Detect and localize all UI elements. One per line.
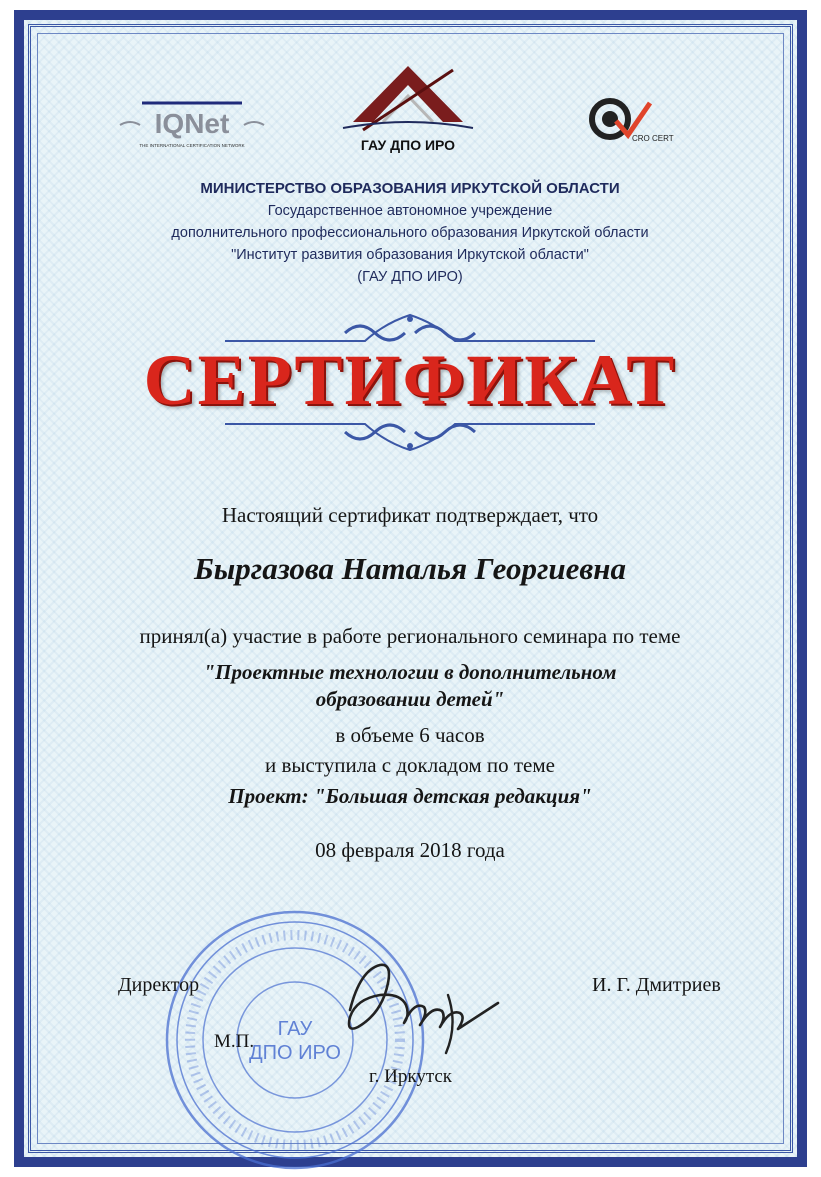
iqnet-logo-subtitle: THE INTERNATIONAL CERTIFICATION NETWORK (139, 143, 245, 148)
recipient-name: Быргазова Наталья Георгиевна (194, 551, 626, 586)
city: г. Иркутск (369, 1066, 453, 1087)
institution-name: "Институт развития образования Иркутской области" (231, 247, 589, 263)
report-topic: Проект: "Большая детская редакция" (228, 784, 592, 808)
seminar-topic-line-1: "Проектные технологии в дополнительном (203, 660, 617, 684)
participation-statement: принял(а) участие в работе регионального семинара по теме (139, 624, 681, 648)
certificate-title: СЕРТИФИКАТ (143, 340, 677, 420)
iro-logo (333, 60, 483, 160)
seminar-topic-line-2: образовании детей" (315, 687, 505, 711)
stamp-center-line-1: ГАУ (277, 1018, 313, 1040)
institution-abbreviation: (ГАУ ДПО ИРО) (357, 269, 463, 285)
cro-cert-logo (588, 93, 698, 153)
institution-field: дополнительного профессионального образования Иркутской области (171, 225, 649, 241)
director-name: И. Г. Дмитриев (592, 974, 721, 996)
confirmation-statement: Настоящий сертификат подтверждает, что (221, 503, 599, 527)
issuer-block (60, 178, 760, 288)
cro-cert-logo-text: CRO CERT (632, 134, 674, 143)
institution-type: Государственное автономное учреждение (267, 203, 553, 219)
director-label: Директор (118, 974, 200, 996)
stamp-place-label: М.П. (214, 1031, 255, 1052)
ornament-top (225, 305, 595, 345)
issue-date: 08 февраля 2018 года (315, 838, 505, 862)
report-statement: и выступила с докладом по теме (265, 753, 555, 777)
hours-volume: в объеме 6 часов (335, 723, 485, 747)
iqnet-logo (112, 95, 272, 155)
ornament-bottom (225, 420, 595, 460)
iro-logo-text: ГАУ ДПО ИРО (360, 137, 456, 153)
director-signature (330, 940, 510, 1060)
ministry-name: МИНИСТЕРСТВО ОБРАЗОВАНИЯ ИРКУТСКОЙ ОБЛАСТИ (200, 180, 620, 197)
seminar-topic (60, 659, 760, 713)
iqnet-logo-text: IQNet (154, 108, 230, 139)
stamp-center-line-2: ДПО ИРО (249, 1042, 341, 1064)
